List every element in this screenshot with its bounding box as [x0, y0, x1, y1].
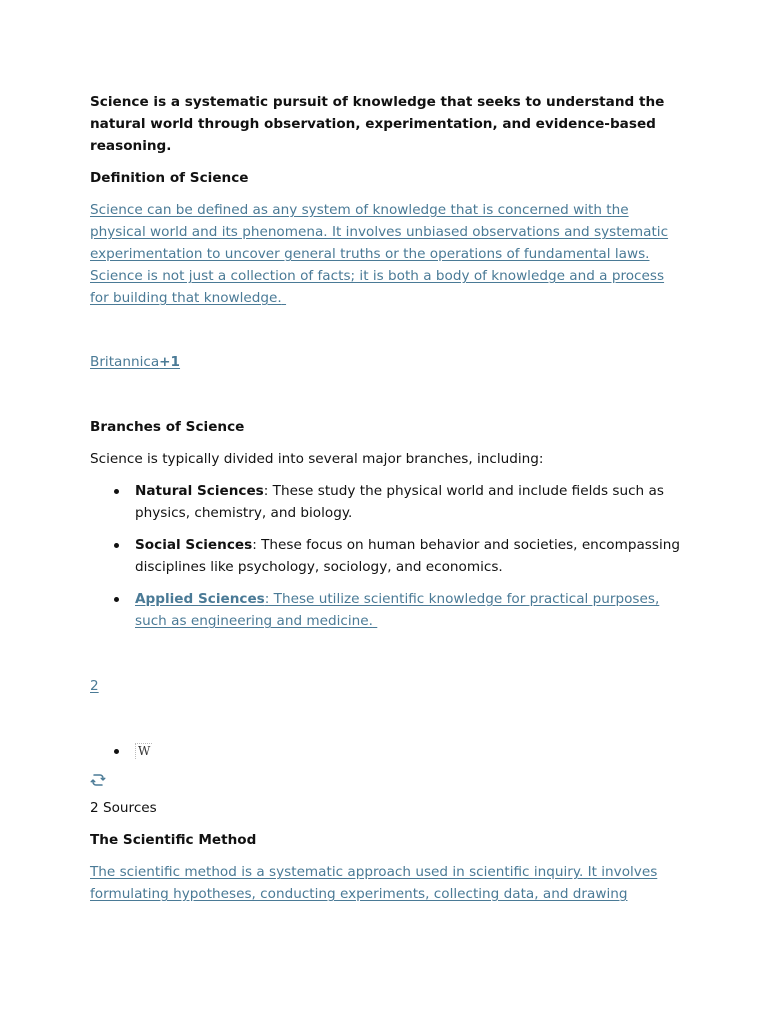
list-item-natural-sciences	[135, 480, 680, 524]
branch-term: Natural Sciences	[135, 483, 264, 499]
refresh-icon[interactable]	[90, 772, 106, 788]
branch-term: Social Sciences	[135, 537, 253, 553]
britannica-source-link[interactable]	[90, 351, 680, 373]
source-favicon-item[interactable]	[135, 740, 680, 762]
branch-description: : These utilize scientific knowledge for practical purposes, such as engineering and medicine.	[135, 591, 660, 629]
definition-paragraph[interactable]	[90, 199, 680, 309]
branch-term: Applied Sciences	[135, 591, 265, 607]
branch-description: : These study the physical world and include fields such as physics, chemistry, and biology.	[135, 483, 664, 521]
branch-description: : These focus on human behavior and societies, encompassing disciplines like psychology, sociology, and economics.	[135, 537, 680, 575]
method-heading: The Scientific Method	[90, 832, 257, 848]
list-item-social-sciences	[135, 534, 680, 578]
method-paragraph[interactable]: The scientific method is a systematic approach used in scientific inquiry. It involves formulating hypotheses, conducting experiments, collecting data, and drawing	[90, 864, 658, 902]
list-item-applied-sciences[interactable]	[135, 588, 680, 632]
branches-heading: Branches of Science	[90, 419, 245, 435]
branches-lead: Science is typically divided into several major branches, including:	[90, 451, 544, 467]
wikipedia-icon: W	[135, 743, 152, 759]
branches-list	[90, 480, 680, 632]
definition-text: Science can be defined as any system of knowledge that is concerned with the physical world and its phenomena. It involves unbiased observations and systematic experimentation to uncover general truths or the operations of fundamental laws. Science is not just a collection of facts; it is both a body of knowledge and a process for building that knowledge.	[90, 202, 669, 306]
source-more-count: +1	[159, 354, 181, 370]
sources-count-label[interactable]: 2 Sources	[90, 800, 157, 816]
definition-heading: Definition of Science	[90, 170, 249, 186]
source-name: Britannica	[90, 354, 160, 370]
intro-paragraph: Science is a systematic pursuit of knowledge that seeks to understand the natural world through observation, experimentation, and evidence-based reasoning.	[90, 94, 665, 154]
source-favicons-list	[90, 740, 680, 762]
citation-number-link[interactable]: 2	[90, 678, 99, 694]
article-body	[90, 91, 680, 905]
